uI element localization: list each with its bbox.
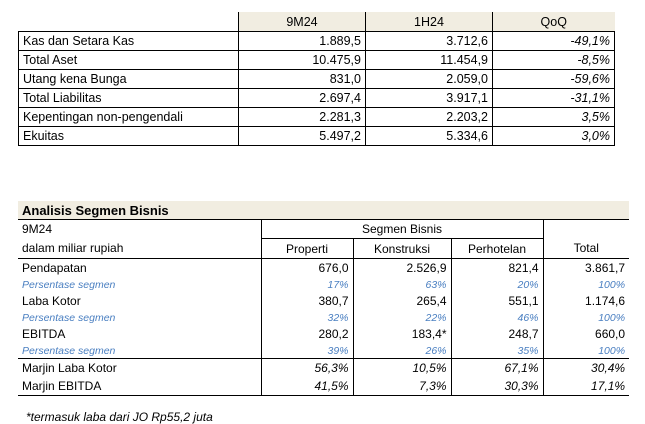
balance-header-1h24: 1H24 — [366, 12, 493, 32]
balance-value-qoq: -59,6% — [493, 70, 615, 89]
segment-row-label: EBITDA — [22, 327, 66, 341]
segment-percent-row — [18, 310, 629, 325]
segment-col-properti: Properti — [261, 239, 353, 259]
segment-value: 32% — [261, 310, 353, 325]
balance-row — [19, 89, 615, 108]
segment-value: 41,5% — [261, 377, 353, 396]
balance-row-label: Kepentingan non-pengendali — [19, 108, 239, 127]
balance-value-9m24: 1.889,5 — [239, 32, 366, 51]
segment-col-konstruksi: Konstruksi — [353, 239, 451, 259]
segment-period: 9M24 — [22, 222, 53, 237]
segment-value: 67,1% — [451, 359, 543, 378]
segment-value: 2.526,9 — [353, 259, 451, 278]
balance-value-1h24: 3.712,6 — [366, 32, 493, 51]
segment-group-header: Segmen Bisnis — [261, 220, 543, 239]
balance-value-9m24: 2.697,4 — [239, 89, 366, 108]
segment-value: 20% — [451, 277, 543, 292]
segment-value: 821,4 — [451, 259, 543, 278]
segment-header-row-1 — [18, 220, 629, 239]
segment-row-label: Marjin Laba Kotor — [18, 359, 261, 378]
balance-row-label: Kas dan Setara Kas — [19, 32, 239, 51]
segment-value: 100% — [543, 277, 629, 292]
segment-value: 676,0 — [261, 259, 353, 278]
segment-row-label: Persentase segmen — [22, 278, 116, 291]
balance-value-qoq: -49,1% — [493, 32, 615, 51]
segment-margin-row — [18, 377, 629, 396]
segment-row-label: Marjin EBITDA — [18, 377, 261, 396]
segment-value: 17% — [261, 277, 353, 292]
segment-row-label: Pendapatan — [22, 261, 87, 275]
balance-value-1h24: 11.454,9 — [366, 51, 493, 70]
segment-title: Analisis Segmen Bisnis — [18, 201, 629, 220]
segment-header-row-2 — [18, 239, 629, 259]
segment-value: 10,5% — [353, 359, 451, 378]
balance-value-9m24: 831,0 — [239, 70, 366, 89]
balance-row — [19, 70, 615, 89]
segment-row — [18, 292, 629, 310]
balance-value-9m24: 5.497,2 — [239, 127, 366, 146]
segment-value: 22% — [353, 310, 451, 325]
segment-value: 30,4% — [543, 359, 629, 378]
segment-row-label: Persentase segmen — [22, 311, 116, 324]
segment-value: 17,1% — [543, 377, 629, 396]
balance-value-9m24: 2.281,3 — [239, 108, 366, 127]
balance-row — [19, 108, 615, 127]
segment-value: 100% — [543, 310, 629, 325]
balance-value-qoq: -8,5% — [493, 51, 615, 70]
segment-value: 46% — [451, 310, 543, 325]
segment-value: 280,2 — [261, 325, 353, 343]
balance-value-9m24: 10.475,9 — [239, 51, 366, 70]
segment-row-label: Laba Kotor — [22, 294, 81, 308]
balance-row-label: Total Liabilitas — [19, 89, 239, 108]
balance-header-row — [19, 12, 615, 32]
segment-value: 35% — [451, 343, 543, 359]
balance-row-label: Utang kena Bunga — [19, 70, 239, 89]
balance-value-1h24: 3.917,1 — [366, 89, 493, 108]
segment-footnote: *termasuk laba dari JO Rp55,2 juta — [26, 410, 213, 424]
segment-margin-row — [18, 359, 629, 378]
segment-value: 56,3% — [261, 359, 353, 378]
balance-value-qoq: 3,0% — [493, 127, 615, 146]
segment-value: 63% — [353, 277, 451, 292]
segment-value: 3.861,7 — [543, 259, 629, 278]
balance-value-qoq: 3,5% — [493, 108, 615, 127]
segment-value: 1.174,6 — [543, 292, 629, 310]
segment-value: 26% — [353, 343, 451, 359]
segment-value: 100% — [543, 343, 629, 359]
segment-value: 265,4 — [353, 292, 451, 310]
balance-row — [19, 127, 615, 146]
segment-row-label: Persentase segmen — [22, 344, 116, 357]
segment-row — [18, 325, 629, 343]
balance-row — [19, 32, 615, 51]
segment-analysis-table — [18, 201, 629, 396]
segment-value: 248,7 — [451, 325, 543, 343]
balance-header-9m24: 9M24 — [239, 12, 366, 32]
balance-value-1h24: 2.203,2 — [366, 108, 493, 127]
balance-sheet-table — [18, 12, 615, 146]
balance-row-label: Ekuitas — [19, 127, 239, 146]
segment-value: 7,3% — [353, 377, 451, 396]
segment-value: 380,7 — [261, 292, 353, 310]
segment-value: 183,4* — [353, 325, 451, 343]
segment-col-perhotelan: Perhotelan — [451, 239, 543, 259]
segment-percent-row — [18, 277, 629, 292]
balance-row — [19, 51, 615, 70]
segment-col-total: Total — [543, 239, 629, 259]
balance-value-qoq: -31,1% — [493, 89, 615, 108]
balance-header-qoq: QoQ — [493, 12, 615, 32]
balance-value-1h24: 2.059,0 — [366, 70, 493, 89]
segment-row — [18, 259, 629, 278]
balance-value-1h24: 5.334,6 — [366, 127, 493, 146]
segment-percent-row — [18, 343, 629, 359]
balance-row-label: Total Aset — [19, 51, 239, 70]
segment-unit: dalam miliar rupiah — [18, 239, 261, 259]
segment-title-row — [18, 201, 629, 220]
segment-value: 551,1 — [451, 292, 543, 310]
segment-header-blank — [543, 220, 629, 239]
balance-header-blank — [19, 12, 239, 32]
segment-value: 39% — [261, 343, 353, 359]
segment-value: 30,3% — [451, 377, 543, 396]
segment-value: 660,0 — [543, 325, 629, 343]
